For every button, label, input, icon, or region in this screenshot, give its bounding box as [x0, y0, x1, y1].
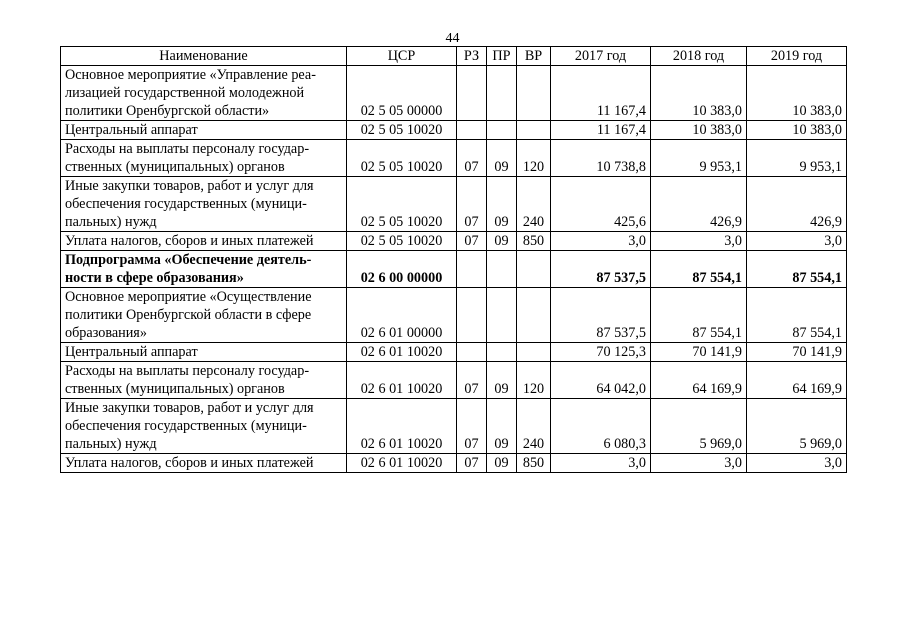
table-row	[61, 399, 847, 454]
cell-rz	[457, 66, 487, 121]
row-name-line: образования»	[65, 325, 147, 341]
row-name-line: Расходы на выплаты персоналу государ-	[65, 363, 310, 379]
cell-csr: 02 6 01 10020	[347, 362, 457, 399]
row-name	[61, 177, 347, 232]
row-name	[61, 66, 347, 121]
cell-vr	[517, 251, 551, 288]
row-name-line: пальных) нужд	[65, 436, 157, 452]
row-name	[61, 288, 347, 343]
cell-pr	[487, 251, 517, 288]
cell-2018: 426,9	[651, 177, 747, 232]
cell-2017: 3,0	[551, 232, 651, 251]
cell-rz: 07	[457, 362, 487, 399]
row-name-line: Подпрограмма «Обеспечение деятель-	[65, 252, 312, 268]
row-name-line: ности в сфере образования»	[65, 270, 244, 286]
header-csr: ЦСР	[347, 47, 457, 66]
cell-2019: 3,0	[747, 232, 847, 251]
cell-2018: 9 953,1	[651, 140, 747, 177]
header-2019: 2019 год	[747, 47, 847, 66]
header-2018: 2018 год	[651, 47, 747, 66]
table-row	[61, 140, 847, 177]
cell-2018: 3,0	[651, 232, 747, 251]
cell-rz	[457, 288, 487, 343]
row-name	[61, 251, 347, 288]
cell-csr: 02 5 05 10020	[347, 140, 457, 177]
table-body	[61, 66, 847, 473]
table-row	[61, 362, 847, 399]
cell-rz: 07	[457, 399, 487, 454]
table-row	[61, 288, 847, 343]
cell-vr: 850	[517, 454, 551, 473]
row-name-line: Иные закупки товаров, работ и услуг для	[65, 400, 314, 416]
cell-vr: 240	[517, 399, 551, 454]
row-name-line: Центральный аппарат	[65, 344, 198, 360]
cell-2018: 87 554,1	[651, 288, 747, 343]
cell-rz: 07	[457, 177, 487, 232]
row-name-line: Основное мероприятие «Управление реа-	[65, 67, 316, 83]
header-pr: ПР	[487, 47, 517, 66]
cell-2017: 64 042,0	[551, 362, 651, 399]
cell-2019: 64 169,9	[747, 362, 847, 399]
cell-2017: 6 080,3	[551, 399, 651, 454]
cell-2018: 87 554,1	[651, 251, 747, 288]
cell-2019: 10 383,0	[747, 121, 847, 140]
cell-rz	[457, 343, 487, 362]
row-name-line: Иные закупки товаров, работ и услуг для	[65, 178, 314, 194]
budget-table	[60, 46, 847, 473]
row-name	[61, 399, 347, 454]
row-name-line: Расходы на выплаты персоналу государ-	[65, 141, 310, 157]
cell-rz: 07	[457, 232, 487, 251]
cell-csr: 02 6 01 10020	[347, 343, 457, 362]
cell-pr: 09	[487, 454, 517, 473]
cell-2018: 10 383,0	[651, 66, 747, 121]
cell-2017: 425,6	[551, 177, 651, 232]
row-name-line: Основное мероприятие «Осуществление	[65, 289, 312, 305]
header-rz: РЗ	[457, 47, 487, 66]
row-name-line: обеспечения государственных (муници-	[65, 196, 307, 212]
header-name: Наименование	[61, 47, 347, 66]
table-row	[61, 66, 847, 121]
cell-csr: 02 6 01 10020	[347, 399, 457, 454]
page-number: 44	[445, 31, 460, 46]
cell-2018: 3,0	[651, 454, 747, 473]
row-name	[61, 454, 347, 473]
cell-pr: 09	[487, 140, 517, 177]
cell-pr	[487, 121, 517, 140]
table-row	[61, 232, 847, 251]
row-name-line: ственных (муниципальных) органов	[65, 159, 285, 175]
cell-pr	[487, 343, 517, 362]
cell-2019: 87 554,1	[747, 251, 847, 288]
header-2017: 2017 год	[551, 47, 651, 66]
cell-vr	[517, 121, 551, 140]
cell-csr: 02 6 01 00000	[347, 288, 457, 343]
cell-2017: 87 537,5	[551, 288, 651, 343]
cell-2019: 70 141,9	[747, 343, 847, 362]
cell-2019: 5 969,0	[747, 399, 847, 454]
row-name-line: Уплата налогов, сборов и иных платежей	[65, 233, 314, 249]
cell-rz: 07	[457, 140, 487, 177]
cell-rz: 07	[457, 454, 487, 473]
cell-vr: 120	[517, 362, 551, 399]
row-name	[61, 343, 347, 362]
table-row	[61, 121, 847, 140]
cell-pr: 09	[487, 232, 517, 251]
cell-vr: 240	[517, 177, 551, 232]
cell-pr: 09	[487, 399, 517, 454]
cell-2019: 87 554,1	[747, 288, 847, 343]
cell-vr	[517, 343, 551, 362]
table-row	[61, 177, 847, 232]
cell-pr	[487, 66, 517, 121]
row-name	[61, 362, 347, 399]
cell-2019: 426,9	[747, 177, 847, 232]
header-row	[61, 47, 847, 66]
row-name-line: лизацией государственной молодежной	[65, 85, 305, 101]
cell-2019: 3,0	[747, 454, 847, 473]
cell-pr: 09	[487, 177, 517, 232]
row-name	[61, 232, 347, 251]
row-name	[61, 140, 347, 177]
cell-rz	[457, 121, 487, 140]
cell-vr	[517, 288, 551, 343]
cell-vr: 850	[517, 232, 551, 251]
cell-2018: 5 969,0	[651, 399, 747, 454]
cell-vr	[517, 66, 551, 121]
row-name-line: пальных) нужд	[65, 214, 157, 230]
cell-2019: 9 953,1	[747, 140, 847, 177]
row-name-line: Центральный аппарат	[65, 122, 198, 138]
cell-pr: 09	[487, 362, 517, 399]
row-name-line: обеспечения государственных (муници-	[65, 418, 307, 434]
row-name-line: ственных (муниципальных) органов	[65, 381, 285, 397]
cell-2018: 10 383,0	[651, 121, 747, 140]
cell-2017: 3,0	[551, 454, 651, 473]
cell-csr: 02 5 05 10020	[347, 232, 457, 251]
row-name-line: политики Оренбургской области в сфере	[65, 307, 312, 323]
cell-csr: 02 5 05 10020	[347, 177, 457, 232]
header-vr: ВР	[517, 47, 551, 66]
cell-2017: 10 738,8	[551, 140, 651, 177]
row-name-line: политики Оренбургской области»	[65, 103, 270, 119]
cell-vr: 120	[517, 140, 551, 177]
cell-pr	[487, 288, 517, 343]
row-name	[61, 121, 347, 140]
cell-csr: 02 5 05 10020	[347, 121, 457, 140]
cell-2019: 10 383,0	[747, 66, 847, 121]
cell-2017: 11 167,4	[551, 66, 651, 121]
table-row	[61, 454, 847, 473]
row-name-line: Уплата налогов, сборов и иных платежей	[65, 455, 314, 471]
cell-2018: 64 169,9	[651, 362, 747, 399]
cell-csr: 02 5 05 00000	[347, 66, 457, 121]
table-row	[61, 343, 847, 362]
cell-rz	[457, 251, 487, 288]
cell-csr: 02 6 01 10020	[347, 454, 457, 473]
cell-2017: 11 167,4	[551, 121, 651, 140]
cell-2017: 70 125,3	[551, 343, 651, 362]
cell-csr: 02 6 00 00000	[347, 251, 457, 288]
table-row	[61, 251, 847, 288]
cell-2018: 70 141,9	[651, 343, 747, 362]
cell-2017: 87 537,5	[551, 251, 651, 288]
